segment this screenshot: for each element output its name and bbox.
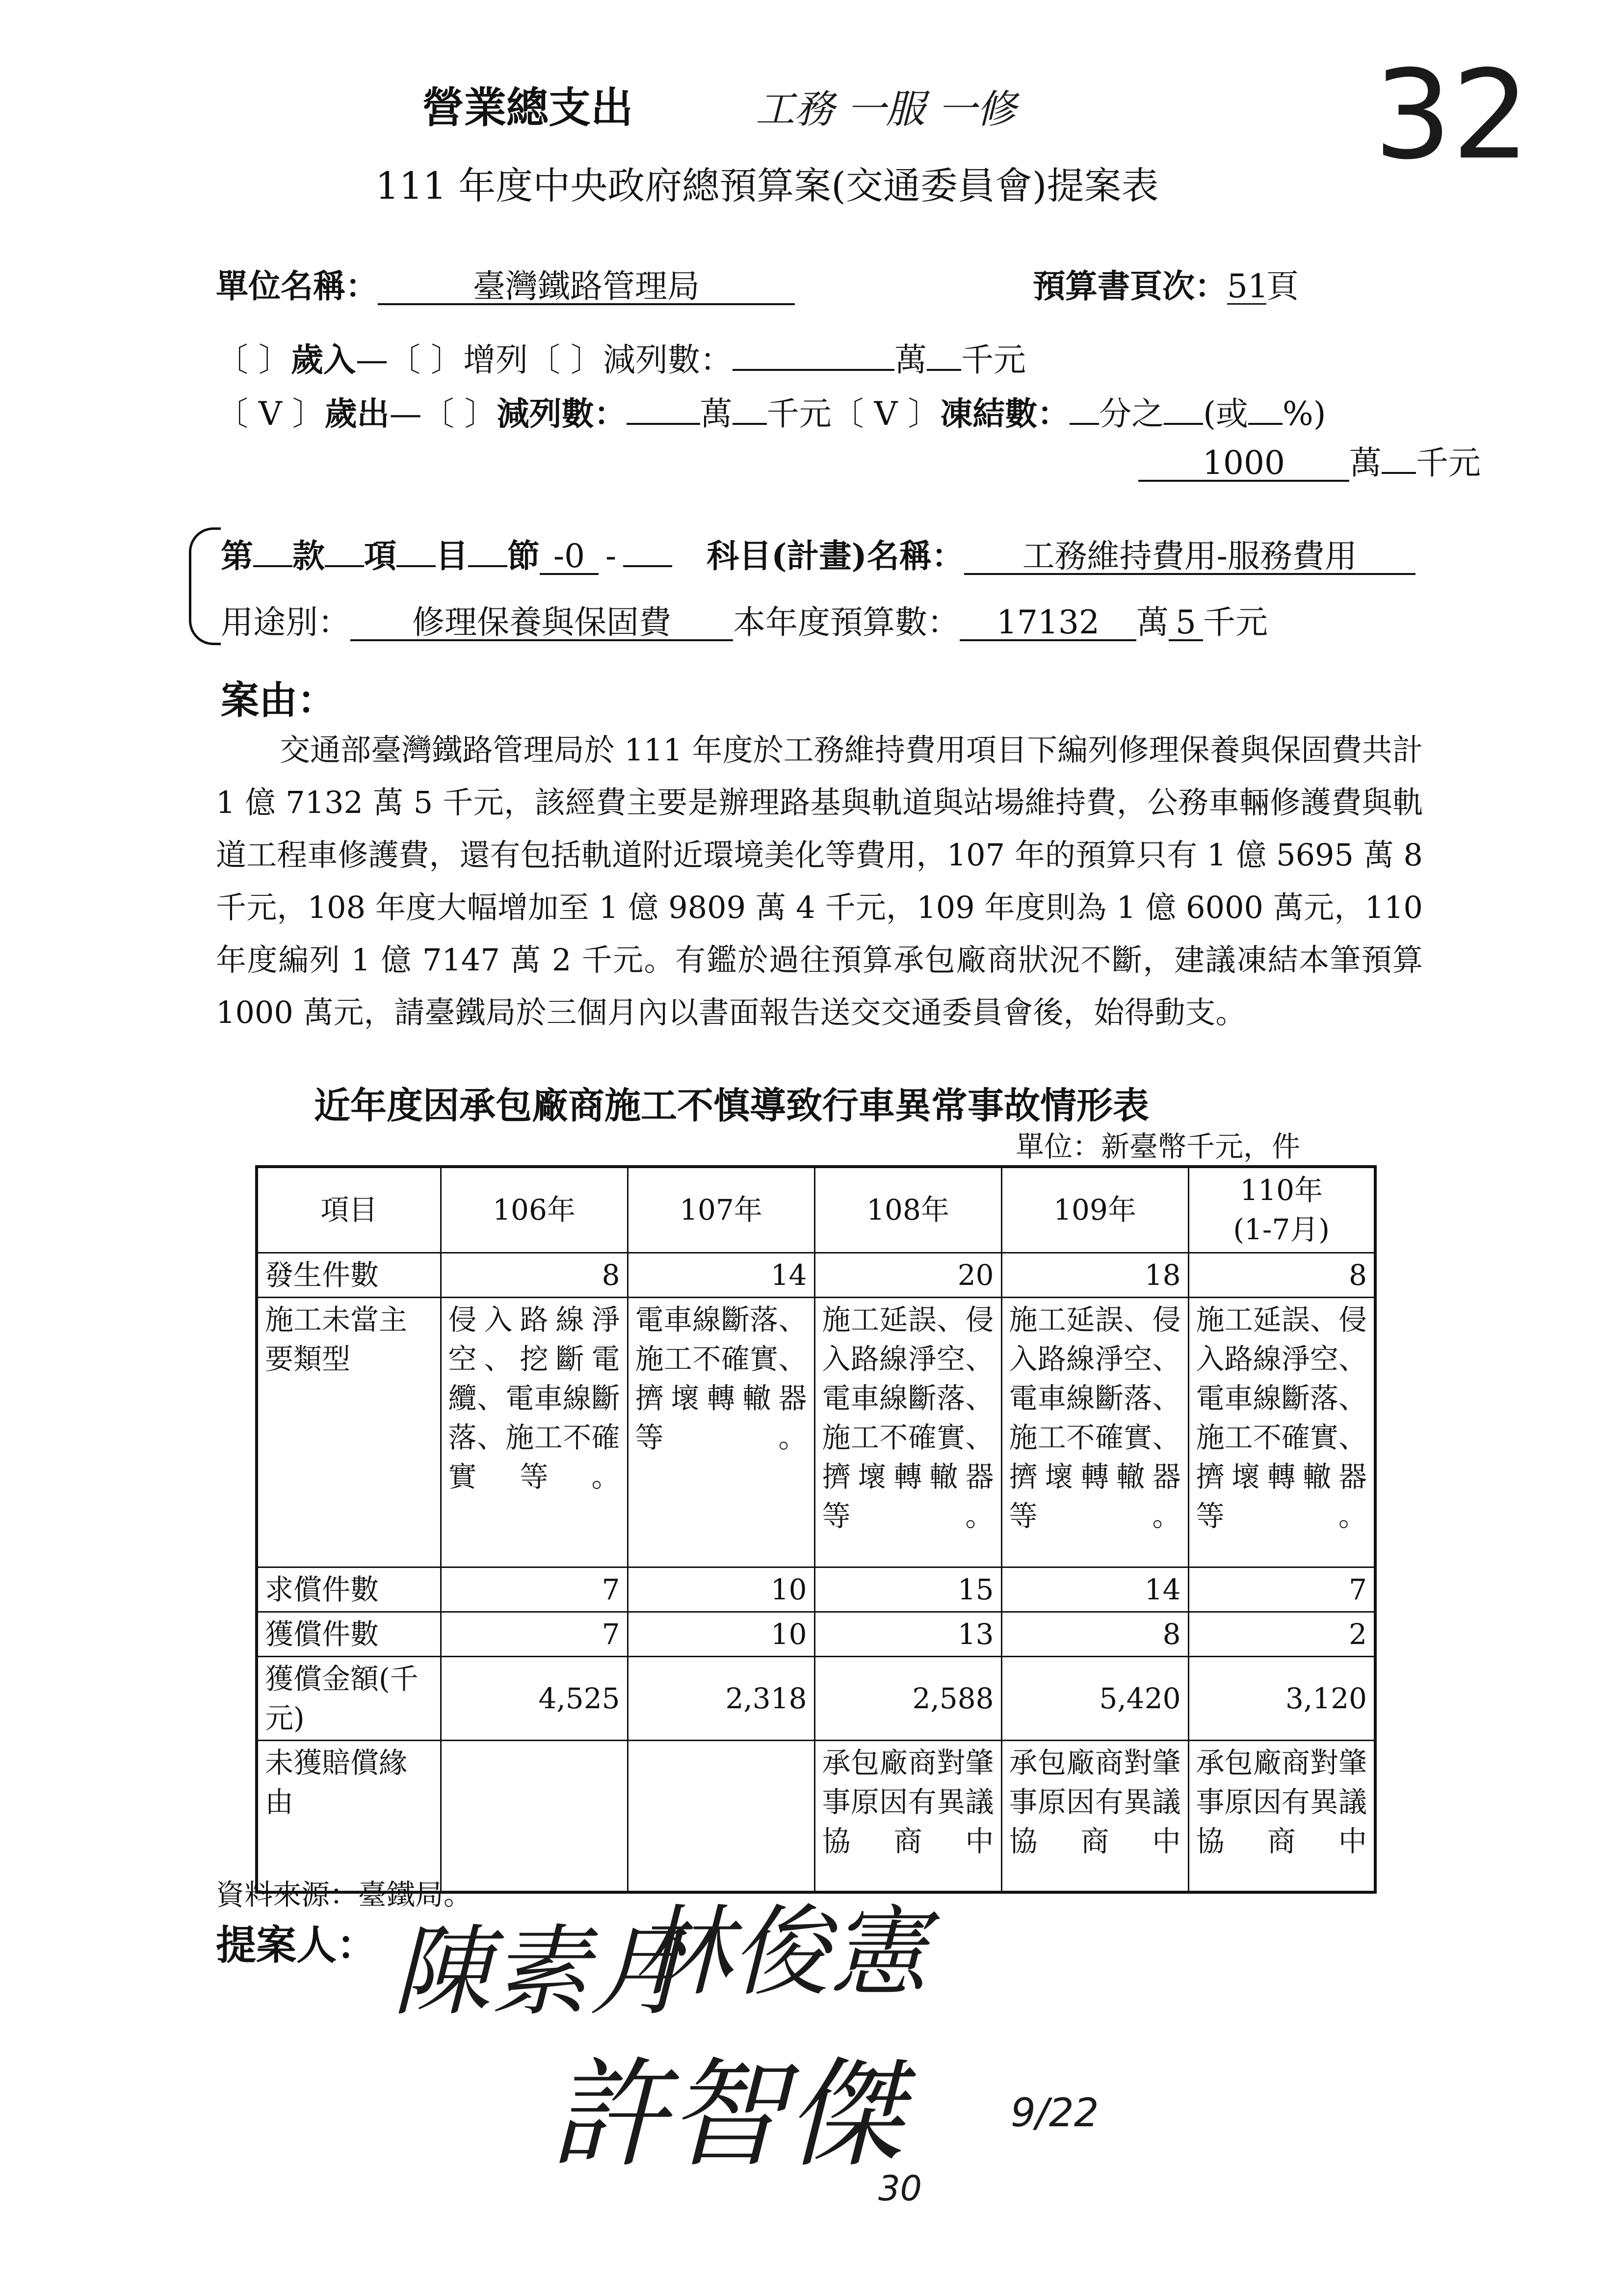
cell: 8	[1188, 1252, 1375, 1297]
subject-label: 科目(計畫)名稱：	[707, 537, 964, 575]
mu-blank	[396, 565, 436, 567]
budget-page-label: 預算書頁次：	[1033, 267, 1227, 305]
or-text: (或	[1203, 395, 1248, 433]
freeze-amount-value: 1000	[1138, 446, 1349, 482]
unit-row	[216, 260, 795, 307]
jie-blank-2	[623, 565, 672, 567]
cut-wan: 萬	[700, 395, 733, 433]
cell: 2,318	[628, 1656, 814, 1740]
expenditure-checkbox: 〔 V 〕	[216, 395, 325, 433]
expenditure-label: 歲出	[324, 394, 390, 433]
jie-blank	[468, 565, 507, 567]
revenue-qian-blank	[927, 369, 961, 371]
signature-2: 林俊憲	[633, 1895, 928, 2009]
signature-1: 陳素月	[393, 1915, 687, 2029]
header-109: 109年	[1001, 1167, 1188, 1252]
cell: 7	[441, 1567, 628, 1612]
table-row	[257, 1612, 1375, 1656]
cut-qian-blank	[733, 423, 767, 425]
cell: 承包廠商對肇事原因有異議協商中	[1188, 1740, 1375, 1892]
jie-dash: -	[605, 537, 617, 575]
cell: 2,588	[814, 1656, 1001, 1740]
category-title: 營業總支出	[422, 83, 633, 132]
row-label-claims: 求償件數	[257, 1567, 441, 1612]
cut-label: 減列數：	[497, 394, 627, 433]
xiang-label: 項	[364, 537, 396, 575]
expenditure-dash: —〔 〕	[389, 395, 497, 433]
cell: 13	[814, 1612, 1001, 1656]
cell: 侵入路線淨空、挖斷電纜、電車線斷落、施工不確實等。	[441, 1297, 628, 1567]
date-note-2: 30	[878, 2168, 922, 2209]
item-row	[221, 530, 1415, 576]
reason-paragraph	[216, 724, 1423, 1039]
cell: 18	[1001, 1252, 1188, 1297]
proposal-number: 32	[1374, 44, 1530, 186]
handwritten-note: 工務 一服 一修	[756, 86, 1016, 132]
fraction-blank-1	[1070, 423, 1099, 425]
xiang-blank	[325, 565, 364, 567]
table-row	[257, 1740, 1375, 1892]
header-110-year: 110年	[1240, 1174, 1323, 1207]
cell: 20	[814, 1252, 1001, 1297]
revenue-dash: —	[355, 341, 388, 379]
unit-label: 單位名稱：	[216, 267, 378, 305]
revenue-wan-blank	[733, 369, 894, 371]
freeze-amount-wan: 萬	[1349, 444, 1382, 482]
table-row	[257, 1252, 1375, 1297]
table-row	[257, 1656, 1375, 1740]
cell: 10	[628, 1567, 814, 1612]
purpose-value: 修理保養與保固費	[350, 605, 733, 641]
table-title: 近年度因承包廠商施工不慎導致行車異常事故情形表	[314, 1085, 1149, 1127]
cell: 14	[628, 1252, 814, 1297]
revenue-label: 歲入	[290, 340, 356, 379]
table-row	[257, 1567, 1375, 1612]
freeze-amount-row	[1138, 437, 1481, 483]
data-source: 資料來源：臺鐵局。	[216, 1878, 472, 1911]
table-unit: 單位：新臺幣千元，件	[1016, 1130, 1301, 1163]
jie-label: 節	[507, 537, 540, 575]
document-title: 111 年度中央政府總預算案(交通委員會)提案表	[375, 164, 1159, 208]
mu-label: 目	[436, 537, 468, 575]
jie-value: -0	[540, 539, 599, 575]
cell: 5,420	[1001, 1656, 1188, 1740]
budget-page-row	[1033, 260, 1299, 307]
fraction-blank-2	[1164, 423, 1203, 425]
row-label-unpaid: 未獲賠償緣由	[257, 1740, 441, 1892]
cell: 15	[814, 1567, 1001, 1612]
table-row	[257, 1297, 1375, 1567]
subject-value: 工務維持費用-服務費用	[964, 539, 1415, 575]
row-label-compensated: 獲償件數	[257, 1612, 441, 1656]
di-label: 第	[221, 537, 253, 575]
table-header-row	[257, 1167, 1375, 1252]
freeze-amount-qian: 千元	[1416, 444, 1481, 482]
budget-qian: 千元	[1203, 603, 1268, 641]
revenue-row	[216, 334, 1026, 380]
purpose-row	[221, 596, 1268, 643]
row-label-amount: 獲償金額(千元)	[257, 1656, 441, 1740]
revenue-decrease: 〔 〕減列數：	[527, 341, 733, 379]
percent-blank	[1248, 423, 1283, 425]
cell: 施工延誤、侵入路線淨空、電車線斷落、施工不確實、擠壞轉轍器等。	[1188, 1297, 1375, 1567]
row-label-types: 施工未當主要類型	[257, 1297, 441, 1567]
cell: 8	[441, 1252, 628, 1297]
header-item: 項目	[257, 1167, 441, 1252]
budget-qian-value: 5	[1169, 605, 1203, 641]
cell	[441, 1740, 628, 1892]
row-label-incidents: 發生件數	[257, 1252, 441, 1297]
percent-text: %)	[1282, 395, 1326, 433]
revenue-checkbox: 〔 〕	[216, 341, 291, 379]
budget-value: 17132	[960, 605, 1136, 641]
proposer-label: 提案人：	[216, 1922, 377, 1969]
cell: 8	[1001, 1612, 1188, 1656]
revenue-qian: 千元	[961, 341, 1026, 379]
expenditure-row	[216, 388, 1326, 434]
cell: 施工延誤、侵入路線淨空、電車線斷落、施工不確實、擠壞轉轍器等。	[1001, 1297, 1188, 1567]
kuan-label: 款	[292, 537, 325, 575]
freeze-label: 凍結數：	[940, 394, 1070, 433]
cell	[628, 1740, 814, 1892]
cell: 2	[1188, 1612, 1375, 1656]
budget-label: 本年度預算數：	[733, 603, 960, 641]
header-110-note: (1-7月)	[1233, 1213, 1330, 1247]
accident-table	[255, 1165, 1377, 1894]
header-107: 107年	[628, 1167, 814, 1252]
revenue-wan: 萬	[894, 341, 927, 379]
cell: 承包廠商對肇事原因有異議協商中	[1001, 1740, 1188, 1892]
unit-name: 臺灣鐵路管理局	[378, 269, 795, 305]
cut-qian: 千元〔 V 〕	[766, 395, 941, 433]
budget-wan: 萬	[1136, 603, 1169, 641]
reason-heading: 案由：	[221, 678, 336, 723]
cell: 14	[1001, 1567, 1188, 1612]
budget-page-value: 51	[1227, 267, 1268, 305]
budget-page-suffix: 頁	[1266, 267, 1299, 305]
cell: 7	[441, 1612, 628, 1656]
header-110	[1188, 1167, 1375, 1252]
kuan-blank	[253, 565, 292, 567]
freeze-qian-blank	[1382, 472, 1416, 474]
fraction-text: 分之	[1099, 395, 1164, 433]
signature-3: 許智傑	[550, 2046, 903, 2183]
section-brace	[189, 527, 221, 645]
cell: 7	[1188, 1567, 1375, 1612]
cell: 承包廠商對肇事原因有異議協商中	[814, 1740, 1001, 1892]
cut-wan-blank	[627, 423, 700, 425]
cell: 施工延誤、侵入路線淨空、電車線斷落、施工不確實、擠壞轉轍器等。	[814, 1297, 1001, 1567]
date-note: 9/22	[1011, 2090, 1099, 2136]
cell: 10	[628, 1612, 814, 1656]
purpose-label: 用途別：	[221, 603, 350, 641]
cell: 電車線斷落、施工不確實、擠壞轉轍器等。	[628, 1297, 814, 1567]
cell: 4,525	[441, 1656, 628, 1740]
revenue-increase: 〔 〕增列	[388, 341, 528, 379]
header-106: 106年	[441, 1167, 628, 1252]
reason-text: 交通部臺灣鐵路管理局於 111 年度於工務維持費用項目下編列修理保養與保固費共計 1 億 7132 萬 5 千元，該經費主要是辦理路基與軌道與站場維持費，公務車輛修護費與軌道工程車修護費，還有包括軌道附近環境美化等費用，107 年的預算只有 1 億 5695 萬 8 千元，108 年度大幅增加至 1 億 9809 萬 4 千元，109 年度則為 1 億 6000 萬元，110 年度編列 1 億 7147 萬 2 千元。有鑑於過往預算承包廠商狀況不斷，建議凍結本筆預算 1000 萬元，請臺鐵局於三個月內以書面報告送交交通委員會後，始得動支。	[216, 732, 1423, 1030]
header-108: 108年	[814, 1167, 1001, 1252]
cell: 3,120	[1188, 1656, 1375, 1740]
